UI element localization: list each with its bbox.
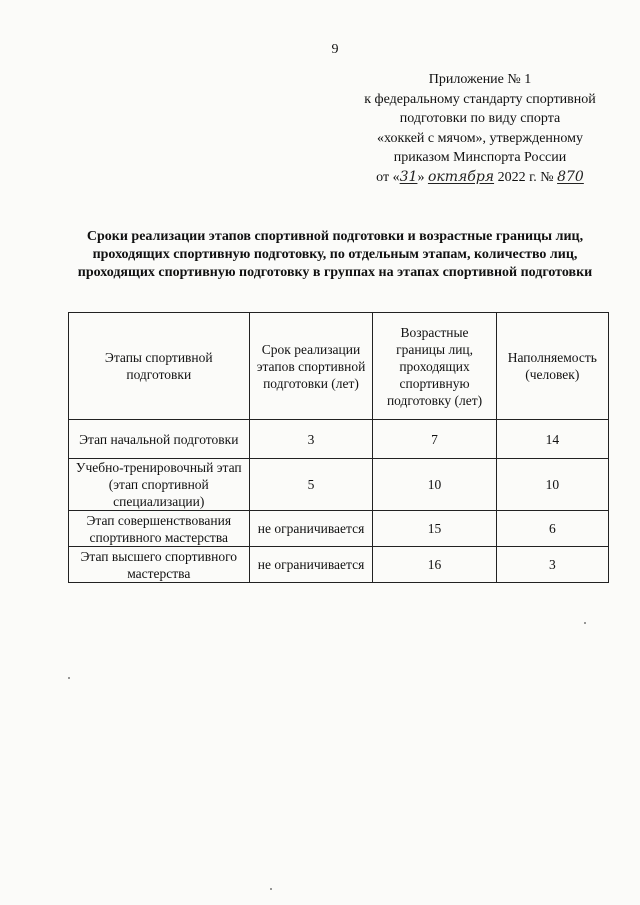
stages-table [68,312,609,583]
appendix-line-4: «хоккей с мячом», утвержденному [376,130,584,146]
appendix-block [335,70,625,187]
handwritten-order-number: 870 [557,168,584,185]
age-cell: 16 [373,547,496,583]
age-cell: 7 [373,420,496,459]
duration-cell: не ограничивается [249,547,373,583]
appendix-line-2: к федеральному стандарту спортивной [364,91,596,107]
scan-speck [270,888,272,890]
group-size-cell: 6 [496,511,608,547]
document-title: Сроки реализации этапов спортивной подготовки и возрастные границы лиц, проходящих спортивную подготовку, по отдельным этапам, количество лиц, проходящих спортивную подготовку в группах на этапах спортивной подготовки [77,229,593,280]
stage-name-cell: Этап начальной подготовки [69,420,250,459]
handwritten-day: 31 [399,168,418,185]
age-cell: 15 [373,511,496,547]
date-year: 2022 г. № [494,169,558,185]
table-row [69,459,609,511]
table-row [69,511,609,547]
duration-cell: не ограничивается [249,511,373,547]
scan-speck [584,622,586,624]
group-size-cell: 14 [496,420,608,459]
header-cell-stages: Этапы спортивной подготовки [69,313,250,420]
handwritten-month: октября [427,168,495,185]
table-header-row [69,313,609,420]
table-row [69,420,609,459]
stage-name-cell: Этап высшего спортивного мастерства [69,547,250,583]
appendix-line-3: подготовки по виду спорта [399,111,561,126]
duration-cell: 3 [249,420,373,459]
header-cell-duration: Срок реализации этапов спортивной подготовки (лет) [249,313,373,420]
age-cell: 10 [373,459,496,511]
appendix-date-line [335,168,625,188]
scan-speck [68,677,70,679]
page-number: 9 [331,42,339,57]
group-size-cell: 3 [496,547,608,583]
appendix-line-5: приказом Минспорта России [393,150,567,165]
table-row [69,547,609,583]
group-size-cell: 10 [496,459,608,511]
date-mid: » [417,169,428,185]
duration-cell: 5 [249,459,373,511]
stage-name-cell: Учебно-тренировочный этап (этап спортивной специализации) [69,459,250,511]
date-prefix: от « [376,169,400,185]
header-cell-age-limits: Возрастные границы лиц, проходящих спортивную подготовку (лет) [373,313,496,420]
header-cell-group-size: Наполняемость (человек) [496,313,608,420]
appendix-line-1: Приложение № 1 [428,72,532,87]
stage-name-cell: Этап совершенствования спортивного мастерства [69,511,250,547]
